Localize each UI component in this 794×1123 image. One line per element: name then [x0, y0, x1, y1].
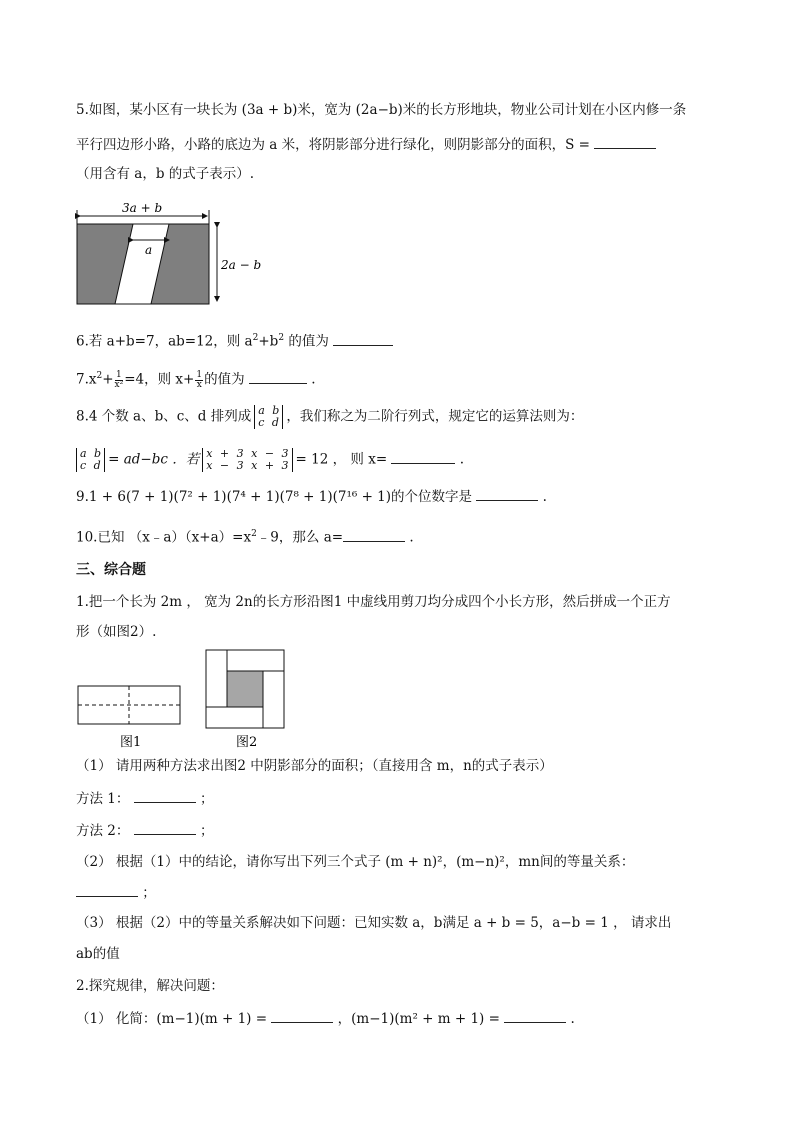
- p1-line2: 形（如图2）.: [76, 624, 157, 640]
- p2-s1a: （1） 化简：(m−1)(m + 1) =: [76, 1011, 268, 1027]
- p2-s1: [76, 1008, 575, 1029]
- q7-sup: 2: [96, 371, 103, 381]
- q9: [76, 486, 547, 507]
- q9-text: 9.1 + 6(7 + 1)(7² + 1)(7⁴ + 1)(7⁸ + 1)(7¹⁶ + 1)的个位数字是: [76, 489, 473, 505]
- q6-sup2: 2: [278, 333, 285, 343]
- q5-line1: 5.如图，某小区有一块长为 (3a + b)米，宽为 (2a−b)米的长方形地块，物业公司计划在小区内修一条: [76, 102, 687, 118]
- q5-figure: [70, 198, 270, 310]
- p1-m1: [76, 788, 213, 809]
- q5-inner-label: a: [145, 243, 153, 257]
- q5-answer-blank[interactable]: [594, 134, 656, 149]
- p2-s1b: ，(m−1)(m² + m + 1) =: [337, 1011, 500, 1027]
- q10-sup: 2: [251, 529, 257, 539]
- q8-det-r2: c d: [258, 416, 279, 429]
- q7-frac1-den: x²: [114, 379, 124, 390]
- q7-post: 的值为: [204, 371, 245, 388]
- p1-m2-semi: ；: [199, 823, 214, 839]
- p1-line1: 1.把一个长为 2m ， 宽为 2n的长方形沿图1 中虚线用剪刀均分成四个小长方形，然后拼成一个正方: [76, 594, 671, 610]
- p1-s3b: ab的值: [76, 946, 120, 962]
- p2-end: .: [570, 1011, 575, 1027]
- p1-m1-blank[interactable]: [134, 788, 196, 803]
- fig2-shade: [227, 671, 263, 707]
- q8-det2-r2: x − 3 x + 3: [206, 459, 289, 472]
- q8-rule-r2: c d: [80, 459, 101, 472]
- q8-end: .: [459, 451, 465, 468]
- p2-line1: 2.探究规律，解决问题：: [76, 978, 224, 994]
- q7: [76, 366, 315, 390]
- q8-line2: [76, 448, 464, 472]
- q8-rule: = ad−bc ．若: [108, 451, 200, 468]
- q8-blank[interactable]: [391, 449, 455, 464]
- q9-end: .: [542, 489, 547, 505]
- q7-mid: =4，则 x+: [124, 371, 195, 388]
- q10-pre: 10.已知 （x﹣a）（x+a）=x: [76, 529, 252, 546]
- p1-s1: （1） 请用两种方法求出图2 中阴影部分的面积；（直接用含 m，n的式子表示）: [76, 758, 553, 774]
- fig1-label: 图1: [120, 735, 142, 750]
- p1-s2-semi: ；: [142, 885, 156, 901]
- q5-width-label: 3a + b: [122, 201, 163, 215]
- q10: [76, 524, 414, 548]
- p1-m2-blank[interactable]: [134, 820, 196, 835]
- q9-blank[interactable]: [476, 486, 538, 501]
- p1-m1-label: 方法 1：: [76, 791, 130, 807]
- p1-s2-blank[interactable]: [76, 882, 138, 897]
- p1-m2-label: 方法 2：: [76, 823, 130, 839]
- q5-line2: [76, 134, 656, 155]
- p1-m1-semi: ；: [199, 791, 214, 807]
- q8-det-r1: a b: [258, 404, 280, 417]
- p1-s2-answer: [76, 882, 156, 903]
- q8-det2-r1: x + 3 x − 3: [206, 447, 289, 460]
- q6-pre: 6.若 a+b=7，ab=12，则 a: [76, 333, 253, 350]
- q6-blank[interactable]: [333, 331, 393, 346]
- p2-blank1[interactable]: [271, 1008, 333, 1023]
- p2-blank2[interactable]: [504, 1008, 566, 1023]
- q8-eq: = 12 ， 则 x=: [295, 451, 388, 468]
- q7-blank[interactable]: [249, 369, 307, 384]
- p1-m2: [76, 820, 213, 841]
- p1-figures: [76, 648, 296, 752]
- q5-height-label: 2a − b: [221, 258, 262, 272]
- q10-end: .: [409, 529, 414, 546]
- q8-pre: 8.4 个数 a、b、c、d 排列成: [76, 408, 252, 425]
- q7-frac1: [115, 371, 124, 390]
- q6-sup: 2: [252, 333, 259, 343]
- q5-line2-text: 平行四边形小路，小路的底边为 a 米，将阴影部分进行绿化，则阴影部分的面积，S =: [76, 137, 590, 153]
- q8-rule-det: [76, 448, 105, 472]
- q8-line1: [76, 405, 583, 429]
- q10-post: ﹣9，那么 a=: [256, 529, 344, 546]
- q7-frac2-num: 1: [196, 369, 203, 380]
- q8-rule-r1: a b: [80, 447, 102, 460]
- q8-det2: [202, 448, 292, 472]
- q7-frac2-den: x: [196, 379, 202, 390]
- p1-s2: （2） 根据（1）中的结论，请你写出下列三个式子 (m + n)²，(m−n)²，mn间的等量关系：: [76, 854, 635, 870]
- q7-pre: 7.x: [76, 371, 97, 388]
- fig2-label: 图2: [236, 735, 258, 750]
- q7-frac2: [195, 371, 203, 390]
- q5-line3: （用含有 a，b 的式子表示）.: [76, 166, 255, 182]
- q10-blank[interactable]: [343, 527, 405, 542]
- q7-end: .: [311, 371, 316, 388]
- q6: [76, 328, 393, 352]
- p1-s3a: （3） 根据（2）中的等量关系解决如下问题：已知实数 a，b满足 a + b = 5，a−b = 1 ， 请求出: [76, 915, 672, 931]
- q8-post: ，我们称之为二阶行列式，规定它的运算法则为：: [286, 408, 584, 425]
- q8-det: [254, 405, 283, 429]
- section-heading: 三、综合题: [76, 562, 146, 578]
- q6-post: 的值为: [284, 333, 329, 350]
- q7-plus: +: [102, 371, 114, 388]
- q7-frac1-num: 1: [116, 369, 122, 380]
- q6-mid: +b: [258, 333, 279, 350]
